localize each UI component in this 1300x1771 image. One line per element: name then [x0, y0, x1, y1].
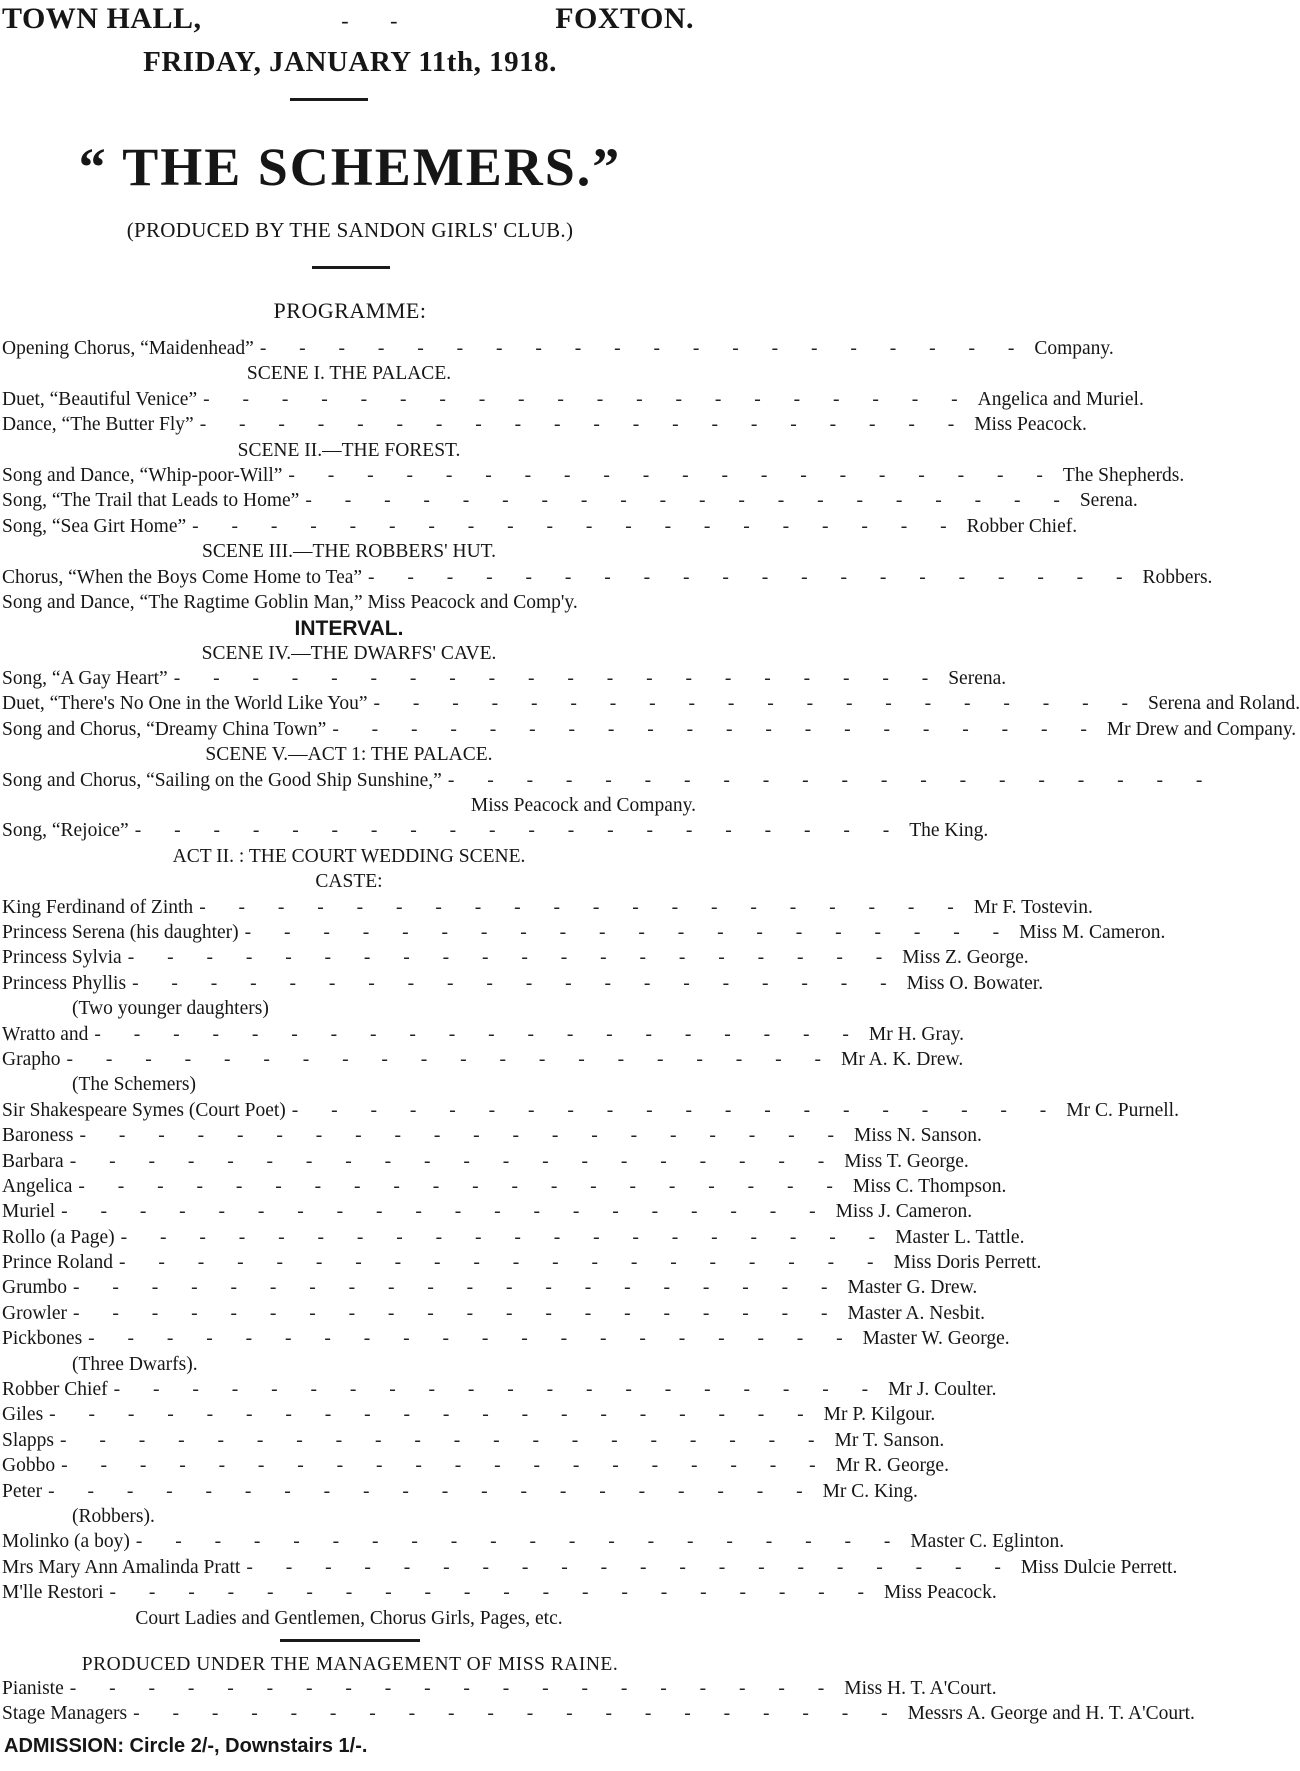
programme-item-performer: Miss Peacock. — [974, 414, 1087, 436]
leader-dashes: - - - - - - - - - - - - - - - - - - - - — [132, 972, 901, 994]
programme-item-performer: Robber Chief. — [966, 515, 1078, 537]
programme-item-continuation — [0, 795, 700, 820]
caste-item — [0, 1226, 1025, 1252]
leader-dashes: - - - - - - - - - - - - - - - - - - - - — [61, 1201, 830, 1223]
programme-scene-heading — [0, 541, 700, 566]
leader-dashes: - - - - - - - - - - - - - - - - - - - - — [127, 947, 897, 969]
caste-item-title: Growler — [2, 1302, 67, 1324]
caste-item-title: Mrs Mary Ann Amalinda Pratt — [2, 1556, 241, 1578]
caste-item-title: Grapho — [2, 1048, 61, 1070]
caste-item-title: Prince Roland — [2, 1252, 114, 1274]
caste-item-performer: Miss O. Bowater. — [906, 972, 1044, 994]
caste-item — [0, 1328, 1010, 1353]
leader-dashes: - - - - - - - - - - - - - - - - - - - - — [72, 1302, 842, 1324]
caste-item — [0, 1150, 969, 1176]
leader-dashes: - - - - - - - - - - - - - - - - - - - - — [246, 1556, 1015, 1578]
caste-item-performer: Mr J. Coulter. — [888, 1379, 997, 1401]
programme-item — [0, 693, 1300, 718]
leader-dashes: - - - - - - - - - - - - - - - - - - - - — [60, 1429, 829, 1451]
caste-item-title: Grumbo — [2, 1277, 67, 1299]
caste-item-title: King Ferdinand of Zinth — [2, 896, 194, 918]
leader-dashes: - - - - - - - - - - - - - - - - - - - - — [66, 1048, 835, 1070]
programme-item — [0, 592, 700, 617]
caste-item-title: Slapps — [2, 1429, 55, 1451]
programme-item-title: Duet, “There's No One in the World Like You” — [2, 693, 368, 715]
caste-item — [0, 1277, 978, 1302]
caste-item-title: Molinko (a boy) — [2, 1531, 130, 1553]
caste-group-note-text: (Two younger daughters) — [72, 998, 269, 1020]
programme-item-performer: The Shepherds. — [1062, 464, 1185, 486]
performance-date: FRIDAY, JANUARY 11th, 1918. — [143, 46, 557, 78]
caste-item-title: Baroness — [2, 1125, 74, 1147]
caste-item-performer: Miss J. Cameron. — [835, 1201, 973, 1223]
divider-rule-3 — [280, 1639, 420, 1642]
programme-item — [0, 414, 1087, 439]
caste-item-performer: Miss Z. George. — [902, 947, 1029, 969]
programme-scene-heading-text: SCENE II.—THE FOREST. — [237, 439, 461, 461]
staff-name: Messrs A. George and H. T. A'Court. — [907, 1703, 1195, 1725]
leader-dashes: - - - - - - - - - - - - - - - - - - - - — [73, 1277, 842, 1299]
caste-item-title: M'lle Restori — [2, 1582, 104, 1604]
caste-item-performer: Mr F. Tostevin. — [973, 896, 1093, 918]
caste-item — [0, 947, 1029, 972]
leader-dashes: - - - - - - - - - - - - - - - - - - - - — [48, 1480, 817, 1502]
programme-item — [0, 515, 1078, 541]
caste-item-title: Robber Chief — [2, 1379, 108, 1401]
caste-item-title: Angelica — [2, 1175, 73, 1197]
caste-group-note-text: (Robbers). — [72, 1505, 155, 1527]
programme-item-performer: Serena and Roland. — [1148, 693, 1300, 715]
caste-item-performer: Miss Peacock. — [884, 1582, 997, 1604]
caste-item-title: Gobbo — [2, 1455, 56, 1477]
leader-dashes: - - - - - - - - - - - - - - - - - - - - — [259, 338, 1029, 359]
caste-item-performer: Mr R. George. — [835, 1455, 949, 1477]
caste-item-performer: Master A. Nesbit. — [847, 1302, 986, 1324]
venue-line — [2, 2, 694, 38]
caste-item-title: Rollo (a Page) — [2, 1226, 115, 1248]
programme-item — [0, 464, 1185, 490]
interval-text: INTERVAL. — [294, 617, 404, 641]
programme-item-performer: Serena. — [948, 668, 1007, 690]
management-credit: PRODUCED UNDER THE MANAGEMENT OF MISS RAINE. — [81, 1653, 619, 1675]
programme-scene-heading-text: SCENE V.—ACT 1: THE PALACE. — [205, 744, 493, 766]
caste-item — [0, 921, 1166, 947]
programme-item — [0, 388, 1144, 414]
caste-group-note — [0, 1354, 700, 1379]
caste-item-performer: Miss C. Thompson. — [852, 1175, 1007, 1197]
leader-dashes: - - - - - - - - - - - - - - - - - - - - — [305, 490, 1074, 512]
leader-dashes: - - - - - - - - - - - - - - - - - - - - — [69, 1150, 839, 1172]
programme-item-performer: Angelica and Muriel. — [977, 388, 1144, 410]
leader-dashes: - - - - - - - - - - - - - - - - - - - - — [368, 566, 1137, 588]
leader-dashes: - - - - - - - - - - - - - - - - - - - - — [78, 1175, 847, 1197]
caste-heading-text: CASTE: — [315, 871, 383, 893]
caste-item-performer: Miss T. George. — [844, 1150, 969, 1172]
leader-dashes: - - - - - - - - - - - - - - - - - - - - — [94, 1023, 863, 1045]
caste-group-note — [0, 1074, 700, 1099]
leader-dashes: - - - - - - - - - - - - - - - - - - - - — [79, 1125, 848, 1147]
divider-rule-1 — [290, 98, 368, 101]
caste-item-performer: Miss Dulcie Perrett. — [1020, 1556, 1178, 1578]
caste-group-note — [0, 998, 700, 1023]
caste-item-title: Pickbones — [2, 1328, 83, 1350]
leader-dashes: - - - - - - - - - - - - - - - - - - - - — [113, 1379, 883, 1401]
programme-item-performer: Mr Drew and Company. — [1106, 718, 1297, 740]
show-title: “ THE SCHEMERS.” — [78, 137, 622, 197]
programme-item-performer: Miss Peacock and Company. — [470, 795, 696, 817]
caste-item-performer: Miss Doris Perrett. — [893, 1252, 1042, 1274]
staff-item — [0, 1703, 1195, 1728]
caste-item — [0, 972, 1044, 998]
caste-item — [0, 1048, 964, 1074]
programme-item-title: Song, “A Gay Heart” — [2, 668, 168, 690]
programme-scene-heading-text: SCENE I. THE PALACE. — [246, 363, 452, 385]
leader-dashes: - - - - - - - - - - - - - - - - - - - - — [244, 921, 1014, 943]
caste-item — [0, 1175, 1007, 1201]
leader-dashes: - - - - - - - - - - - - - - - - - - - - — [192, 515, 961, 537]
town-name: FOXTON. — [555, 2, 694, 35]
leader-dashes: - - - - - - - - - - - - - - - - - - - - — [373, 693, 1143, 715]
leader-dashes: - - - - - - - - - - - - - - - - - - - - — [291, 1099, 1061, 1121]
leader-dashes: - - - - - - - - - - - - - - - - - - - - — [88, 1328, 857, 1350]
caste-item-performer: Master L. Tattle. — [895, 1226, 1025, 1248]
programme-item-title: Dance, “The Butter Fly” — [2, 414, 194, 436]
programme-item-text: Song and Dance, “The Ragtime Goblin Man,” Miss Peacock and Comp'y. — [2, 591, 578, 613]
programme-item-performer: Company. — [1034, 338, 1114, 359]
leader-dashes: - - - - - - - - - - - - - - - - - - - - — [447, 769, 1217, 791]
programme-scene-heading — [0, 846, 700, 871]
programme-scene-heading-text: ACT II. : THE COURT WEDDING SCENE. — [172, 845, 526, 867]
programme-scene-heading-text: SCENE III.—THE ROBBERS' HUT. — [201, 541, 497, 563]
leader-dashes: - - - - - - - - - - - - - - - - - - - - — [173, 668, 943, 690]
programme-item — [0, 820, 989, 845]
leader-dashes: - - - - - - - - - - - - - - - - - - - - — [133, 1703, 902, 1725]
caste-item-performer: Master G. Drew. — [847, 1277, 978, 1299]
staff-role: Stage Managers — [2, 1703, 128, 1725]
leader-dashes: - - - - - - - - - - - - - - - - - - - - — [332, 718, 1101, 740]
admission-prices: ADMISSION: Circle 2/-, Downstairs 1/-. — [4, 1735, 368, 1757]
leader-dashes: - - - - - - - - - - - - - - - - - - - - — [288, 464, 1057, 486]
caste-scene-heading — [0, 1608, 700, 1633]
programme-item-performer: Serena. — [1079, 490, 1138, 512]
programme-item-title: Chorus, “When the Boys Come Home to Tea” — [2, 566, 363, 588]
caste-group-note-text: (The Schemers) — [72, 1074, 196, 1096]
divider-rule-2 — [312, 266, 390, 269]
caste-scene-heading-text: Court Ladies and Gentlemen, Chorus Girls, Pages, etc. — [135, 1607, 563, 1629]
leader-dashes: - - - - - - - - - - - - - - - - - - - - — [199, 896, 968, 918]
venue-name: TOWN HALL, — [2, 2, 202, 35]
programme-scene-heading — [0, 643, 700, 668]
leader-dashes: - - - - - - - - - - - - - - - - - - - - — [119, 1252, 888, 1274]
caste-item — [0, 1404, 936, 1429]
caste-item — [0, 1023, 965, 1049]
programme-item — [0, 668, 1007, 693]
programme-scene-heading — [0, 440, 700, 465]
staff-role: Pianiste — [2, 1677, 64, 1699]
caste-item-performer: Master W. George. — [862, 1328, 1010, 1350]
programme-item — [0, 490, 1138, 515]
programme-scene-heading — [0, 744, 700, 769]
leader-dashes: - - - - - - - - - - - - - - - - - - - - — [120, 1226, 890, 1248]
programme-item — [0, 566, 1213, 592]
caste-item-title: Muriel — [2, 1201, 56, 1223]
leader-dashes: - - - - - - - - - - - - - - - - - - - - — [61, 1455, 830, 1477]
leader-dashes: - - - - - - - - - - - - - - - - - - - - — [203, 388, 972, 410]
caste-item-performer: Mr C. Purnell. — [1066, 1099, 1179, 1121]
caste-item-performer: Master C. Eglinton. — [910, 1531, 1065, 1553]
leader-dashes: - - - - - - - - - - - - - - - - - - - - — [69, 1677, 839, 1699]
caste-item — [0, 1480, 918, 1506]
programme-item-performer: Robbers. — [1142, 566, 1213, 588]
caste-item — [0, 1252, 1042, 1277]
caste-item — [0, 1125, 982, 1150]
caste-group-note — [0, 1506, 700, 1531]
caste-item — [0, 1099, 1179, 1125]
caste-item-performer: Miss N. Sanson. — [854, 1125, 982, 1147]
producer-credit: (PRODUCED BY THE SANDON GIRLS' CLUB.) — [126, 218, 574, 242]
programme-item — [0, 769, 1217, 795]
programme-scene-heading — [0, 363, 700, 388]
programme-item — [0, 338, 1114, 363]
programme-scene-heading-text: SCENE IV.—THE DWARFS' CAVE. — [201, 642, 497, 664]
caste-item-title: Peter — [2, 1480, 43, 1502]
caste-item-performer: Mr C. King. — [822, 1480, 918, 1502]
caste-group-note-text: (Three Dwarfs). — [72, 1353, 198, 1375]
programme-item-title: Song, “The Trail that Leads to Home” — [2, 490, 300, 512]
caste-item — [0, 896, 1093, 922]
caste-item — [0, 1429, 945, 1455]
caste-item — [0, 1201, 973, 1226]
caste-item — [0, 1379, 997, 1404]
programme-item-title: Opening Chorus, “Maidenhead” — [2, 338, 254, 359]
caste-item-title: Princess Serena (his daughter) — [2, 921, 239, 943]
caste-item-performer: Mr H. Gray. — [868, 1023, 965, 1045]
caste-heading — [0, 871, 700, 896]
staff-name: Miss H. T. A'Court. — [844, 1677, 997, 1699]
programme-item-title: Song and Chorus, “Dreamy China Town” — [2, 718, 327, 740]
caste-item-title: Sir Shakespeare Symes (Court Poet) — [2, 1099, 286, 1121]
caste-item-performer: Mr T. Sanson. — [834, 1429, 945, 1451]
leader-dashes: - - - - - - - - - - - - - - - - - - - - — [199, 414, 969, 436]
programme-item-performer: The King. — [909, 820, 989, 842]
venue-dashes: - - — [341, 8, 416, 33]
programme-item-title: Song and Chorus, “Sailing on the Good Ship Sunshine,” — [2, 769, 442, 791]
programme-item-title: Duet, “Beautiful Venice” — [2, 388, 198, 410]
leader-dashes: - - - - - - - - - - - - - - - - - - - - — [135, 1531, 905, 1553]
leader-dashes: - - - - - - - - - - - - - - - - - - - - — [109, 1582, 879, 1604]
caste-item — [0, 1556, 1178, 1582]
programme-item — [0, 718, 1297, 744]
programme-item-title: Song and Dance, “Whip-poor-Will” — [2, 464, 283, 486]
caste-item-title: Giles — [2, 1404, 44, 1426]
programme-item-title: Song, “Rejoice” — [2, 820, 129, 842]
programme-and-caste-list — [0, 338, 1300, 1729]
caste-item — [0, 1531, 1065, 1556]
caste-item-title: Princess Phyllis — [2, 972, 127, 994]
interval-heading — [0, 617, 700, 642]
programme-item-title: Song, “Sea Girt Home” — [2, 515, 187, 537]
staff-item — [0, 1677, 997, 1703]
leader-dashes: - - - - - - - - - - - - - - - - - - - - — [49, 1404, 818, 1426]
caste-item-title: Princess Sylvia — [2, 947, 122, 969]
caste-item-title: Barbara — [2, 1150, 64, 1172]
leader-dashes: - - - - - - - - - - - - - - - - - - - - — [134, 820, 904, 842]
caste-item-title: Wratto and — [2, 1023, 89, 1045]
caste-item-performer: Mr A. K. Drew. — [840, 1048, 964, 1070]
caste-item — [0, 1455, 949, 1480]
caste-item-performer: Miss M. Cameron. — [1019, 921, 1166, 943]
caste-item — [0, 1582, 997, 1607]
caste-item — [0, 1302, 986, 1328]
programme-heading: PROGRAMME: — [273, 298, 427, 323]
caste-item-performer: Mr P. Kilgour. — [823, 1404, 936, 1426]
